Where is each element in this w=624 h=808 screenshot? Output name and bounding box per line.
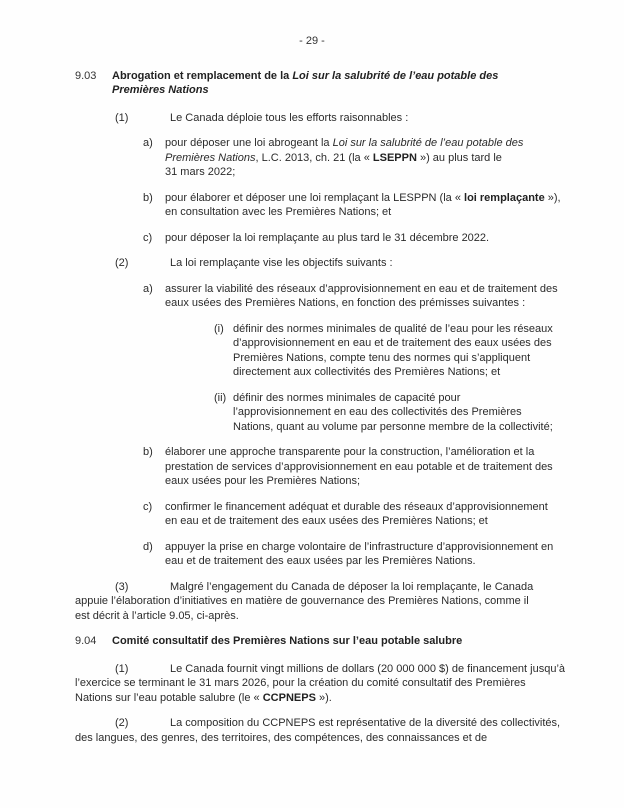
text-line (112, 69, 557, 84)
list-marker: d) (143, 540, 153, 553)
list-marker: a) (143, 137, 153, 149)
text-line (165, 231, 565, 246)
text-segment: appuie l’élaboration d’initiatives en matière de gouvernance des Premières Nations, comme il (75, 595, 529, 607)
text-line (165, 460, 565, 475)
text-segment: confirmer le financement adéquat et durable des réseaux d’approvisionnement (165, 500, 548, 513)
list-item-a (143, 136, 565, 180)
text-segment: pour déposer une loi abrogeant la (165, 137, 333, 149)
text-segment: loi remplaçante (464, 191, 545, 204)
text-segment: définir des normes minimales de capacité pour (233, 391, 461, 404)
text-line (75, 731, 565, 746)
text-line (165, 205, 565, 220)
text-line (165, 500, 565, 515)
text-segment: prestation de services d’approvisionnement en eau potable et de traitement des (165, 460, 553, 473)
text-line (165, 296, 565, 311)
text-line (165, 445, 565, 460)
text-segment: définir des normes minimales de qualité de l’eau pour les réseaux (233, 322, 553, 335)
list-item-2a (143, 282, 565, 311)
paragraph-9-04-2 (75, 716, 565, 745)
text-segment: , L.C. 2013, ch. 21 (la « (255, 151, 373, 164)
text-line (112, 634, 557, 649)
text-segment: Premières Nations (112, 84, 209, 96)
section-heading-9-03 (75, 69, 557, 98)
list-marker: c) (143, 500, 153, 513)
text-line (165, 165, 565, 180)
paragraph-marker: (1) (115, 662, 129, 675)
text-segment: Premières Nations, compte tenu des normes qui s’appliquent (233, 351, 531, 364)
text-line (75, 662, 565, 677)
text-segment: »), (544, 191, 561, 204)
text-line (75, 691, 565, 706)
paragraph-9-03-2 (75, 256, 565, 271)
document-body (0, 69, 624, 746)
text-segment: Malgré l’engagement du Canada de déposer la loi remplaçante, le Canada (170, 580, 534, 593)
text-segment: en consultation avec les Premières Nations; et (165, 206, 392, 218)
text-line (233, 405, 567, 420)
section-heading-9-04 (75, 634, 557, 649)
text-line (112, 83, 557, 98)
text-segment: l’exercice se terminant le 31 mars 2026, pour la création du comité consultatif des Premières (75, 677, 526, 689)
paragraph-marker: (2) (115, 717, 129, 729)
text-segment: eaux usées des Premières Nations, en fonction des prémisses suivantes : (165, 297, 526, 309)
text-segment: Nations sur l’eau potable salubre (le « (75, 691, 263, 704)
sub-list-item-i (214, 322, 567, 380)
list-item-b (143, 191, 565, 220)
list-marker: a) (143, 282, 153, 295)
text-line (75, 580, 565, 595)
text-segment: ») au plus tard le (416, 151, 502, 164)
text-segment: Comité consultatif des Premières Nations sur l’eau potable salubre (112, 635, 463, 647)
text-segment: Le Canada fournit vingt millions de dollars (20 000 000 $) de financement jusqu’à (170, 662, 566, 675)
text-segment: pour déposer la loi remplaçante au plus tard le 31 décembre 2022. (165, 231, 490, 244)
list-marker: (i) (214, 322, 224, 335)
text-line (75, 716, 565, 731)
text-segment: LSEPPN (372, 151, 417, 164)
text-segment: 31 mars 2022; (165, 166, 236, 178)
paragraph-9-04-1 (75, 662, 565, 706)
text-line (75, 609, 565, 624)
text-segment: eau et de traitement des eaux usées par les Premières Nations. (165, 555, 476, 567)
text-line (165, 554, 565, 569)
text-segment: Nations, quant au volume par personne membre de la collectivité; (233, 420, 553, 433)
list-item-2c (143, 500, 565, 529)
list-marker: (ii) (214, 391, 227, 404)
list-item-2d (143, 540, 565, 569)
paragraph-marker: (3) (115, 580, 129, 593)
text-segment: Loi sur la salubrité de l’eau potable des (332, 137, 524, 149)
section-number: 9.04 (75, 635, 97, 647)
text-line (75, 256, 565, 271)
text-line (165, 514, 565, 529)
text-segment: assurer la viabilité des réseaux d’approvisionnement en eau et de traitement des (165, 282, 558, 295)
list-marker: b) (143, 191, 153, 204)
text-segment: »). (315, 691, 332, 704)
text-segment: appuyer la prise en charge volontaire de l’infrastructure d’approvisionnement en (165, 540, 554, 553)
text-line (75, 676, 565, 691)
text-line (233, 420, 567, 435)
text-line (75, 111, 565, 126)
text-line (233, 365, 567, 380)
paragraph-9-03-1 (75, 111, 565, 126)
text-line (165, 474, 565, 489)
text-segment: directement aux collectivités des Premières Nations; et (233, 366, 501, 378)
paragraph-marker: (2) (115, 257, 129, 269)
text-segment: élaborer une approche transparente pour la construction, l’amélioration et la (165, 446, 535, 458)
text-segment: La composition du CCPNEPS est représentative de la diversité des collectivités, (170, 717, 561, 729)
text-segment: Le Canada déploie tous les efforts raisonnables : (170, 111, 409, 124)
text-segment: Loi sur la salubrité de l’eau potable des (292, 69, 499, 82)
paragraph-9-03-3 (75, 580, 565, 624)
text-segment: CCPNEPS (262, 691, 316, 704)
text-line (165, 136, 565, 151)
text-segment: eaux usées pour les Premières Nations; (165, 475, 361, 487)
text-line (165, 540, 565, 555)
text-line (233, 391, 567, 406)
sub-list-item-ii (214, 391, 567, 435)
paragraph-marker: (1) (115, 111, 129, 124)
text-segment: des langues, des genres, des territoires, des compétences, des connaissances et de (75, 731, 488, 744)
text-segment: d’approvisionnement en eau et de traitement des eaux usées des (233, 337, 552, 349)
list-marker: b) (143, 446, 153, 458)
text-line (165, 282, 565, 297)
list-item-c (143, 231, 565, 246)
text-segment: Premières Nations (165, 151, 256, 164)
text-segment: l’approvisionnement en eau des collectivités des Premières (233, 406, 522, 418)
text-segment: pour élaborer et déposer une loi remplaçant la LESPPN (la « (165, 191, 465, 204)
list-item-2b (143, 445, 565, 489)
list-marker: c) (143, 231, 153, 244)
text-line (233, 322, 567, 337)
text-segment: en eau et de traitement des eaux usées des Premières Nations; et (165, 515, 488, 527)
text-line (165, 191, 565, 206)
text-segment: La loi remplaçante vise les objectifs suivants : (170, 257, 393, 269)
text-line (165, 151, 565, 166)
text-line (233, 336, 567, 351)
text-segment: est décrit à l’article 9.05, ci-après. (75, 609, 239, 622)
text-segment: Abrogation et remplacement de la (112, 69, 293, 82)
section-number: 9.03 (75, 69, 97, 82)
text-line (233, 351, 567, 366)
page-number: - 29 - (299, 35, 325, 47)
text-line (75, 594, 565, 609)
